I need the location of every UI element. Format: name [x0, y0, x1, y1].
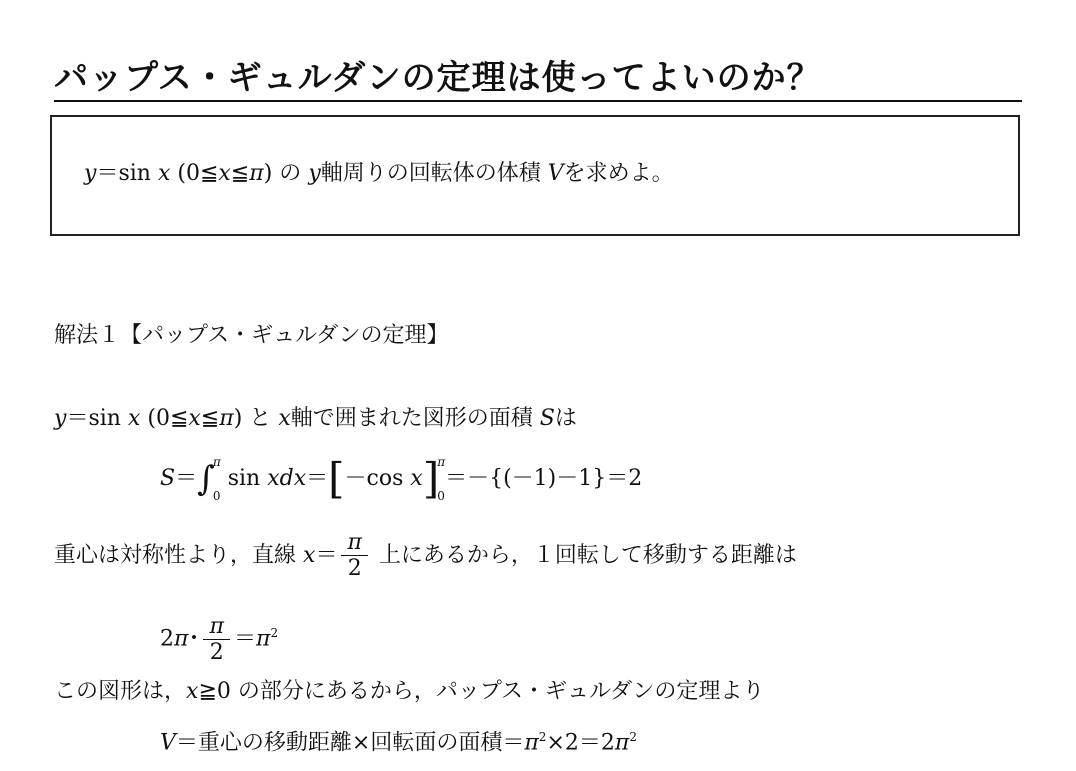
- conclusion-intro: [54, 677, 764, 707]
- var-x: x: [410, 466, 423, 491]
- range-mid: ≦: [230, 161, 250, 186]
- equals: ＝: [175, 466, 198, 491]
- coefficient: 2: [160, 626, 174, 652]
- integral-symbol: ∫: [197, 459, 215, 499]
- method-heading: 解法１【パップス・ギュルダンの定理】: [54, 323, 449, 348]
- text: 軸で囲まれた図形の面積: [290, 406, 533, 431]
- var-s: S: [539, 406, 555, 431]
- text: ＝重心の移動距離×回転面の面積＝: [175, 730, 525, 756]
- page-title: パップス・ギュルダンの定理は使ってよいのか？: [54, 58, 822, 98]
- pi-symbol: π: [174, 626, 189, 652]
- var-x: x: [303, 542, 316, 568]
- text: と: [249, 406, 272, 431]
- denominator: 2: [209, 639, 224, 665]
- problem-box: [50, 115, 1020, 236]
- text: この図形は，: [54, 679, 187, 704]
- problem-statement: [84, 159, 674, 189]
- text: ≧0 の部分にあるから，パップス・ギュルダンの定理より: [198, 679, 765, 704]
- equals: ＝: [315, 542, 338, 568]
- equals: ＝: [306, 466, 329, 491]
- upper-limit: π: [437, 455, 446, 469]
- var-x: x: [267, 466, 280, 491]
- numerator: π: [203, 614, 229, 640]
- var-s: S: [160, 466, 176, 491]
- range-mid: ≦: [200, 406, 220, 431]
- pi-symbol: π: [524, 730, 539, 756]
- pi-symbol: π: [255, 626, 271, 652]
- exponent: 2: [270, 626, 279, 640]
- title-underline: [54, 100, 1022, 102]
- dot: ･: [188, 626, 200, 652]
- pi-symbol: π: [614, 730, 630, 756]
- var-x: x: [278, 406, 291, 431]
- fraction-pi-over-2: [341, 530, 367, 582]
- var-x: x: [186, 679, 199, 704]
- range-close: ): [263, 161, 273, 186]
- equals: ＝: [233, 626, 256, 652]
- area-intro: [54, 404, 577, 434]
- upper-limit: π: [212, 455, 221, 469]
- area-result: ＝－{(－1)－1}＝2: [445, 466, 643, 491]
- fraction-pi-over-2: [203, 614, 229, 666]
- pi-symbol: π: [219, 406, 234, 431]
- eq-sin: ＝sin: [66, 406, 121, 431]
- text: 上にあるから，１回転して移動する距離は: [378, 542, 797, 568]
- area-equation: [160, 454, 642, 504]
- var-x: x: [188, 406, 201, 431]
- range-close: ): [233, 406, 243, 431]
- lower-limit: 0: [212, 489, 221, 503]
- differential: dx: [279, 466, 307, 491]
- neg-cos: －cos: [344, 466, 404, 491]
- eq-sin: ＝sin: [96, 161, 151, 186]
- var-v: V: [160, 730, 176, 756]
- range-open: (0≦: [147, 406, 189, 431]
- exponent: 2: [629, 730, 637, 744]
- var-y: y: [54, 406, 67, 431]
- var-y: y: [308, 161, 321, 186]
- var-x: x: [218, 161, 231, 186]
- var-x: x: [127, 406, 141, 431]
- right-bracket: ]: [422, 454, 440, 503]
- centroid-line: [54, 530, 797, 582]
- text: を求めよ。: [563, 161, 674, 186]
- lower-limit: 0: [437, 489, 445, 503]
- left-bracket: [: [328, 454, 345, 503]
- text: 軸周りの回転体の体積: [320, 161, 541, 186]
- numerator: π: [341, 530, 367, 556]
- exponent: 2: [538, 730, 547, 744]
- distance-equation: [160, 608, 278, 665]
- pi-symbol: π: [249, 161, 264, 186]
- integrand-sin: sin: [227, 466, 261, 491]
- var-y: y: [84, 161, 97, 186]
- final-equation: [160, 722, 637, 758]
- bracket-limits: [437, 456, 445, 502]
- text: の: [279, 161, 302, 186]
- text: は: [554, 406, 577, 431]
- var-v: V: [547, 161, 564, 186]
- range-open: (0≦: [177, 161, 219, 186]
- text: ×2＝2: [546, 730, 615, 756]
- integral-limits: [213, 456, 221, 502]
- var-x: x: [157, 161, 171, 186]
- denominator: 2: [347, 556, 362, 582]
- text: 重心は対称性より，直線: [54, 542, 297, 568]
